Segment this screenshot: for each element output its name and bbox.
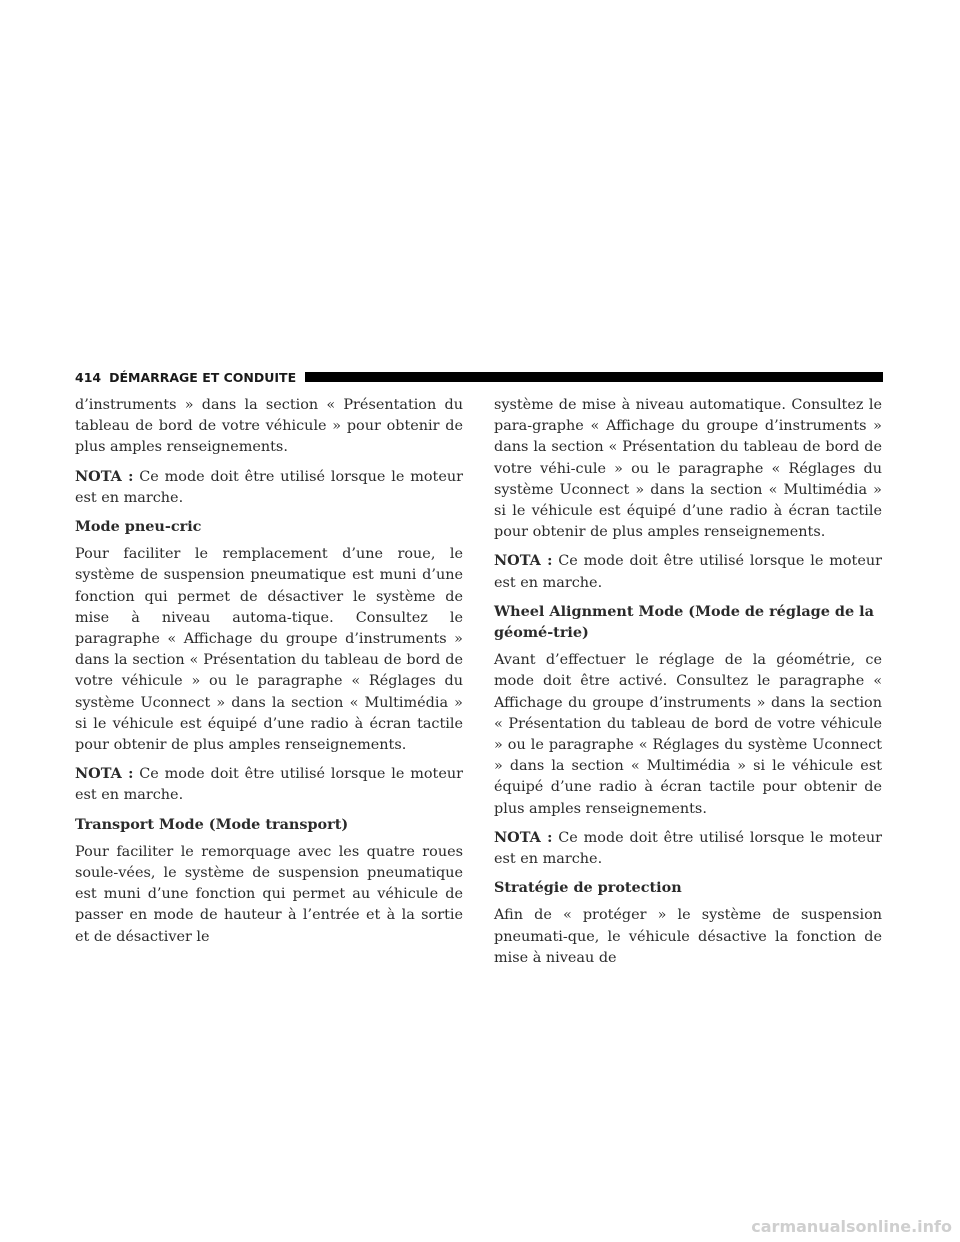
note-paragraph [75, 763, 463, 806]
header-rule [305, 372, 883, 382]
page-header [75, 368, 883, 386]
paragraph: système de mise à niveau automatique. Consultez le para-graphe « Affichage du groupe d’instruments » dans la section « Présentation du tableau de bord de votre véhi-cule » ou le paragraphe « Réglages du système Uconnect » dans la section « Multimédia » si le véhicule est équipé d’une radio à écran tactile pour obtenir de plus amples renseignements. [494, 397, 882, 541]
note-text: Ce mode doit être utilisé lorsque le moteur est en marche. [494, 829, 882, 868]
note-paragraph [494, 827, 882, 870]
note-label: NOTA : [494, 828, 553, 846]
right-column [494, 395, 882, 976]
paragraph: Afin de « protéger » le système de suspension pneumati-que, le véhicule désactive la fonction de mise à niveau de [494, 907, 882, 966]
left-column [75, 395, 463, 955]
note-label: NOTA : [75, 467, 134, 485]
paragraph: Avant d’effectuer le réglage de la géométrie, ce mode doit être activé. Consultez le paragraphe « Affichage du groupe d’instruments » dans la section « Présentation du tableau de bord de votre véhicule » ou le paragraphe « Réglages du système Uconnect » dans la section « Multimédia » si le véhicule est équipé d’une radio à écran tactile pour obtenir de plus amples renseignements. [494, 652, 882, 817]
note-text: Ce mode doit être utilisé lorsque le moteur est en marche. [494, 553, 882, 591]
watermark: carmanualsonline.info [751, 1217, 952, 1236]
paragraph: Pour faciliter le remorquage avec les quatre roues soule-vées, le système de suspension pneumatique est muni d’une fonction qui permet au véhicule de passer en mode de hauteur à l’entrée et à la sortie et de désactiver le [75, 843, 463, 945]
note-text: Ce mode doit être utilisé lorsque le moteur est en marche. [75, 766, 463, 804]
note-label: NOTA : [75, 765, 134, 783]
page-number: 414 [75, 369, 102, 385]
note-label: NOTA : [494, 552, 553, 570]
paragraph: d’instruments » dans la section « Présentation du tableau de bord de votre véhicule » pour obtenir de plus amples renseignements. [75, 397, 463, 456]
paragraph: Pour faciliter le remplacement d’une roue, le système de suspension pneumatique est muni d’une fonction qui permet de désactiver le système de mise à niveau automa-tique. Consultez le paragraphe « Affichage du groupe d’instruments » dans la section « Présentation du tableau de bord de votre véhicule » ou le paragraphe « Réglages du système Uconnect » dans la section « Multimédia » si le véhicule est équipé d’une radio à écran tactile pour obtenir de plus amples renseignements. [75, 546, 463, 754]
note-paragraph [494, 550, 882, 593]
section-heading: Stratégie de protection [494, 879, 682, 897]
section-heading: Mode pneu-cric [75, 518, 202, 536]
section-title: DÉMARRAGE ET CONDUITE [109, 369, 297, 385]
note-text: Ce mode doit être utilisé lorsque le moteur est en marche. [75, 468, 463, 506]
note-paragraph [75, 466, 463, 509]
section-heading: Transport Mode (Mode transport) [75, 815, 349, 833]
section-heading: Wheel Alignment Mode (Mode de réglage de la géomé-trie) [494, 602, 874, 642]
